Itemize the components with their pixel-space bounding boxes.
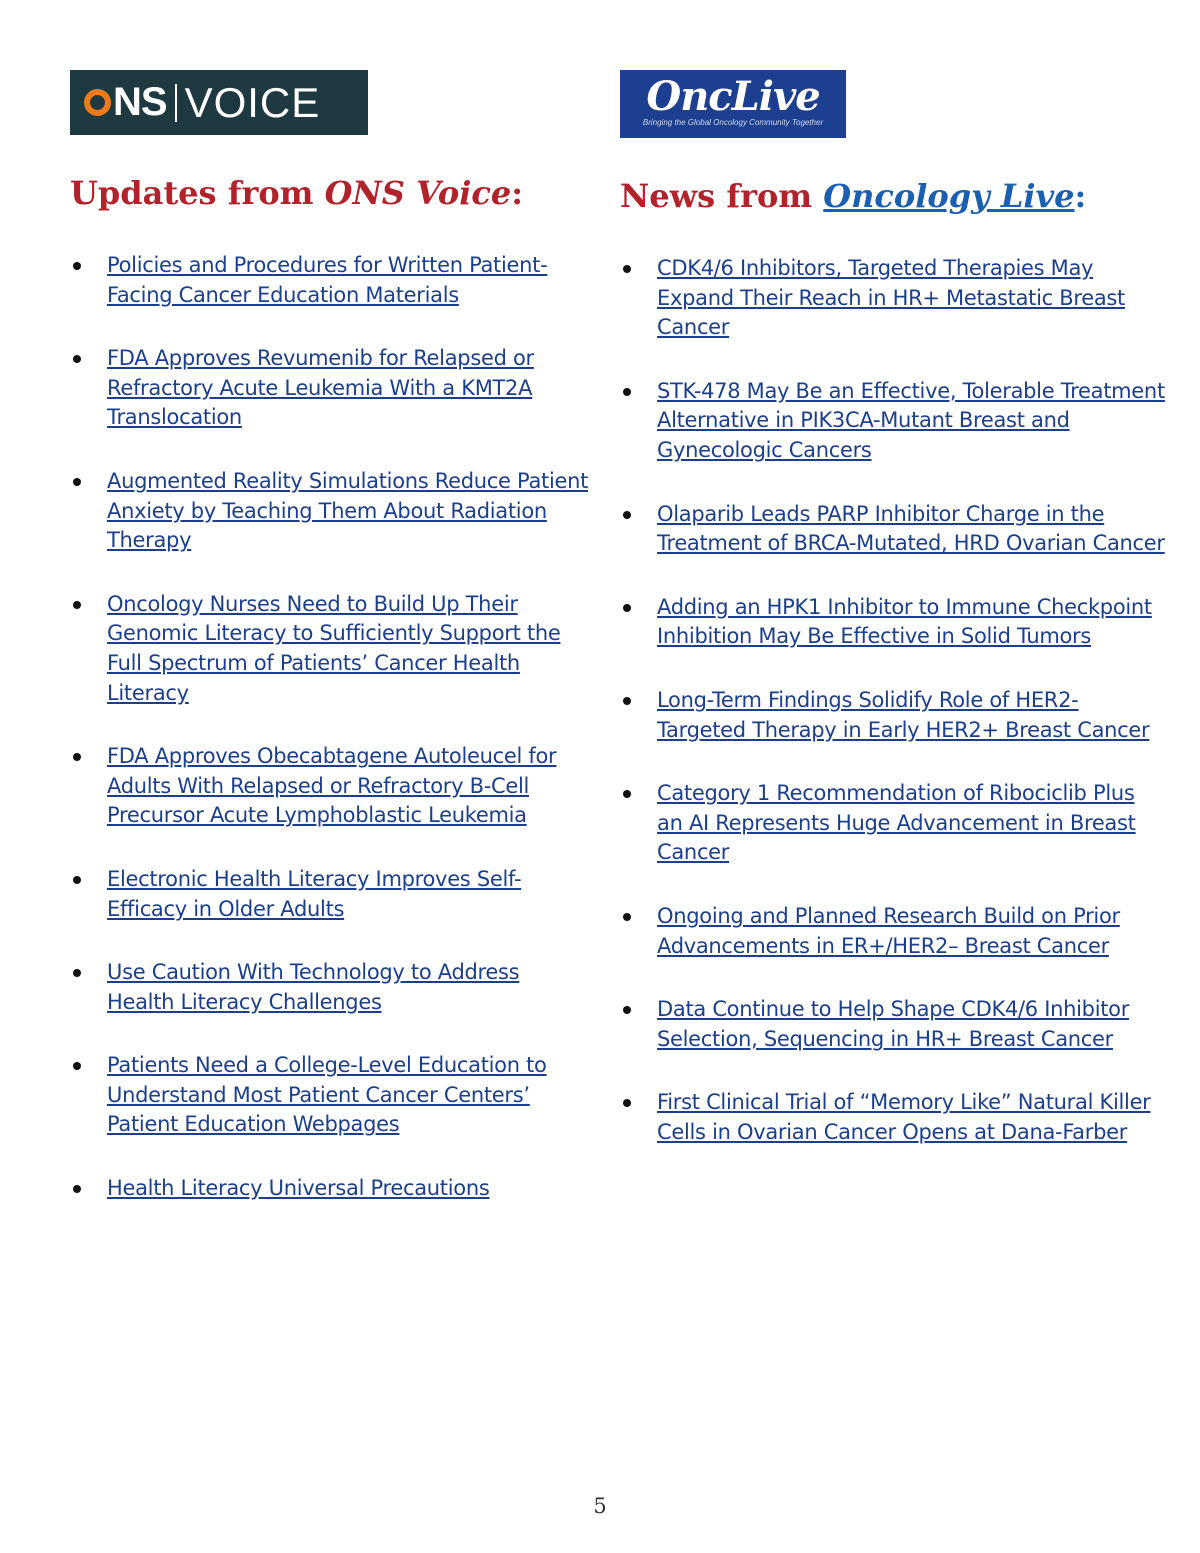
list-item (620, 779, 1165, 868)
onc-article-link[interactable]: Long-Term Findings Solidify Role of HER2-Targeted Therapy in Early HER2+ Breast Cancer (657, 687, 1150, 742)
list-item (620, 686, 1165, 745)
list-item (70, 251, 590, 310)
list-item (620, 1088, 1165, 1147)
page-number: 5 (593, 1494, 607, 1518)
ons-voice-list (70, 251, 590, 1204)
list-item (70, 958, 590, 1017)
onc-heading-prefix: News from (620, 177, 824, 215)
list-item (620, 254, 1165, 343)
bullet-icon (73, 1185, 81, 1193)
oncology-live-list (620, 254, 1165, 1147)
list-item (70, 590, 590, 708)
list-item (70, 467, 590, 556)
ons-logo-ns: NS (113, 80, 167, 124)
ons-article-link[interactable]: Oncology Nurses Need to Build Up Their Genomic Literacy to Sufficiently Support the Full Spectrum of Patients’ Cancer Health Literacy (107, 591, 561, 705)
ons-heading-prefix: Updates from (70, 174, 325, 212)
ons-article-link[interactable]: Augmented Reality Simulations Reduce Patient Anxiety by Teaching Them About Radiation Therapy (107, 468, 589, 553)
bullet-icon (73, 969, 81, 977)
oncology-live-column (620, 70, 1165, 1181)
bullet-icon (623, 697, 631, 705)
onclive-logo-name: OncLive (646, 73, 820, 120)
onc-article-link[interactable]: First Clinical Trial of “Memory Like” Natural Killer Cells in Ovarian Cancer Opens at Dana-Farber (657, 1090, 1151, 1144)
onclive-logo (620, 70, 846, 138)
list-item (70, 1174, 590, 1204)
ons-article-link[interactable]: Electronic Health Literacy Improves Self-Efficacy in Older Adults (107, 866, 522, 921)
bullet-icon (73, 1062, 81, 1070)
onc-article-link[interactable]: Adding an HPK1 Inhibitor to Immune Checkpoint Inhibition May Be Effective in Solid Tumors (657, 594, 1152, 649)
ons-article-link[interactable]: Use Caution With Technology to Address Health Literacy Challenges (107, 960, 520, 1014)
list-item (620, 995, 1165, 1054)
ons-voice-column (70, 70, 590, 1238)
list-item (620, 902, 1165, 961)
bullet-icon (73, 601, 81, 609)
bullet-icon (623, 265, 631, 273)
bullet-icon (623, 913, 631, 921)
oncology-live-link[interactable]: Oncology Live (823, 177, 1075, 215)
list-item (620, 500, 1165, 559)
ons-article-link[interactable]: FDA Approves Revumenib for Relapsed or Refractory Acute Leukemia With a KMT2A Translocation (107, 346, 534, 430)
onc-article-link[interactable]: Data Continue to Help Shape CDK4/6 Inhibitor Selection, Sequencing in HR+ Breast Cancer (657, 997, 1130, 1051)
ons-heading-suffix: : (511, 174, 524, 212)
list-item (620, 377, 1165, 466)
bullet-icon (73, 355, 81, 363)
ons-heading-em: ONS Voice (324, 174, 512, 212)
list-item (70, 742, 590, 831)
onc-article-link[interactable]: STK-478 May Be an Effective, Tolerable Treatment Alternative in PIK3CA-Mutant Breast and Gynecologic Cancers (657, 378, 1165, 462)
bullet-icon (73, 876, 81, 884)
bullet-icon (73, 262, 81, 270)
ons-article-link[interactable]: Patients Need a College-Level Education to Understand Most Patient Cancer Centers’ Patient Education Webpages (107, 1053, 547, 1137)
onc-article-link[interactable]: Ongoing and Planned Research Build on Prior Advancements in ER+/HER2– Breast Cancer (657, 903, 1120, 958)
ons-logo-divider (175, 84, 177, 122)
bullet-icon (623, 1099, 631, 1107)
bullet-icon (73, 478, 81, 486)
bullet-icon (623, 790, 631, 798)
bullet-icon (623, 604, 631, 612)
oncology-live-heading (620, 176, 1165, 216)
list-item (70, 344, 590, 433)
ons-article-link[interactable]: Policies and Procedures for Written Patient-Facing Cancer Education Materials (107, 253, 548, 307)
bullet-icon (73, 753, 81, 761)
list-item (70, 865, 590, 924)
ons-article-link[interactable]: FDA Approves Obecabtagene Autoleucel for Adults With Relapsed or Refractory B-Cell Precursor Acute Lymphoblastic Leukemia (107, 744, 557, 828)
ons-article-link[interactable]: Health Literacy Universal Precautions (107, 1176, 490, 1201)
onc-article-link[interactable]: CDK4/6 Inhibitors, Targeted Therapies May Expand Their Reach in HR+ Metastatic Breast Cancer (657, 256, 1125, 340)
bullet-icon (623, 511, 631, 519)
ons-voice-heading (70, 173, 590, 213)
list-item (620, 593, 1165, 652)
bullet-icon (623, 1006, 631, 1014)
list-item (70, 1051, 590, 1140)
onc-article-link[interactable]: Olaparib Leads PARP Inhibitor Charge in the Treatment of BRCA-Mutated, HRD Ovarian Cancer (657, 501, 1165, 556)
bullet-icon (623, 388, 631, 396)
onclive-logo-tagline: Bringing the Global Oncology Community Together (642, 118, 824, 127)
ons-voice-logo (70, 70, 368, 135)
ons-logo-o-ring (84, 89, 111, 116)
ons-logo-voice: VOICE (184, 78, 321, 126)
onc-heading-suffix: : (1074, 177, 1087, 215)
onc-article-link[interactable]: Category 1 Recommendation of Ribociclib Plus an AI Represents Huge Advancement in Breast Cancer (657, 781, 1136, 865)
